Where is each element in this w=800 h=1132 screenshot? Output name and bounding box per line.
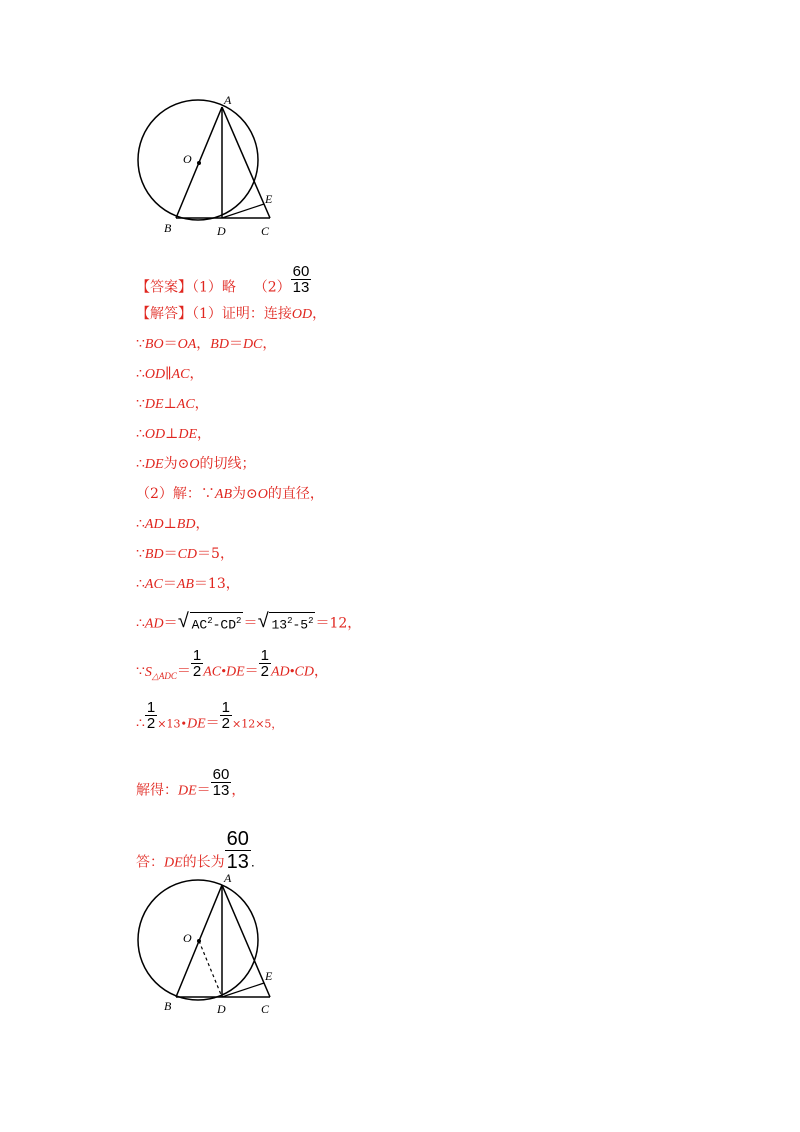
solution-line-9: ∵BD＝CD＝5， xyxy=(136,546,234,562)
solution-tag: 【解答】 xyxy=(136,306,192,322)
point-o xyxy=(197,161,201,165)
solution-line-4: ∵DE⊥AC， xyxy=(136,396,209,412)
answer-tag: 【答案】 xyxy=(136,279,192,296)
solution-line-6: ∴DE为⊙O的切线； xyxy=(136,456,256,472)
segment-ac xyxy=(222,885,270,997)
solution-line-3: ∴OD∥AC， xyxy=(136,366,204,382)
label-d: D xyxy=(217,224,226,238)
answer-fraction: $\frac{60}{13}$ xyxy=(292,263,310,296)
answer-part1: （1）略 xyxy=(192,279,236,296)
solution-line-10: ∴AC＝AB＝13， xyxy=(136,576,240,592)
final-fraction: $\frac{60}{13}$ xyxy=(226,828,249,873)
solution-line-5: ∴OD⊥DE， xyxy=(136,426,211,442)
segment-od-dashed xyxy=(199,941,222,997)
label-o: O xyxy=(183,931,192,945)
answer-line xyxy=(136,263,311,303)
solution-line-7: （2）解：∵AB为⊙O的直径， xyxy=(136,486,324,502)
solution-line-2: ∵BO＝OA，BD＝DC， xyxy=(136,336,277,352)
solution-line-15: 答：DE的长为 $\frac{60}{13}$ . xyxy=(136,828,255,873)
point-o xyxy=(197,939,201,943)
half-fraction: $\frac{1}{2}$ xyxy=(192,647,202,680)
label-o: O xyxy=(183,152,192,166)
solution-line-11: ∴AD＝ √ $AC^2-CD^2$ ＝ √ $13^2-5^2$ ＝12， xyxy=(136,611,362,635)
sqrt-expression-1: √ $AC^2-CD^2$ xyxy=(177,611,242,635)
label-d: D xyxy=(217,1002,226,1016)
circle-o xyxy=(138,100,258,220)
answer-part2: （2） xyxy=(253,279,291,296)
de-fraction: $\frac{60}{13}$ xyxy=(212,766,230,799)
solution-line-1: 【解答】（1）证明：连接OD， xyxy=(136,306,327,322)
label-e: E xyxy=(265,192,273,206)
segment-de xyxy=(222,983,264,997)
solution-line-8: ∴AD⊥BD， xyxy=(136,516,210,532)
half-fraction: $\frac{1}{2}$ xyxy=(221,699,230,732)
half-fraction: $\frac{1}{2}$ xyxy=(146,699,156,732)
geometry-figure-bottom xyxy=(130,866,290,1020)
label-c: C xyxy=(261,1002,270,1016)
sqrt-expression-2: √ $13^2-5^2$ xyxy=(257,611,314,635)
solution-line-12: $\because S_{\triangle ADC}=$ $\frac{1}{2}$ AC•DE＝ $\frac{1}{2}$ AD•CD， xyxy=(136,647,328,681)
solution-line-13: ∴ $\frac{1}{2}$ ×13•DE＝ $\frac{1}{2}$ ×12×5， xyxy=(136,699,283,732)
geometry-figure-top xyxy=(130,90,290,240)
label-e: E xyxy=(265,969,273,983)
half-fraction: $\frac{1}{2}$ xyxy=(260,647,269,680)
label-b: B xyxy=(164,999,172,1013)
label-c: C xyxy=(261,224,270,238)
label-a: A xyxy=(224,93,232,107)
solution-line-14: 解得：DE＝ $\frac{60}{13}$ ， xyxy=(136,766,246,799)
label-a: A xyxy=(224,871,232,885)
label-b: B xyxy=(164,221,172,235)
